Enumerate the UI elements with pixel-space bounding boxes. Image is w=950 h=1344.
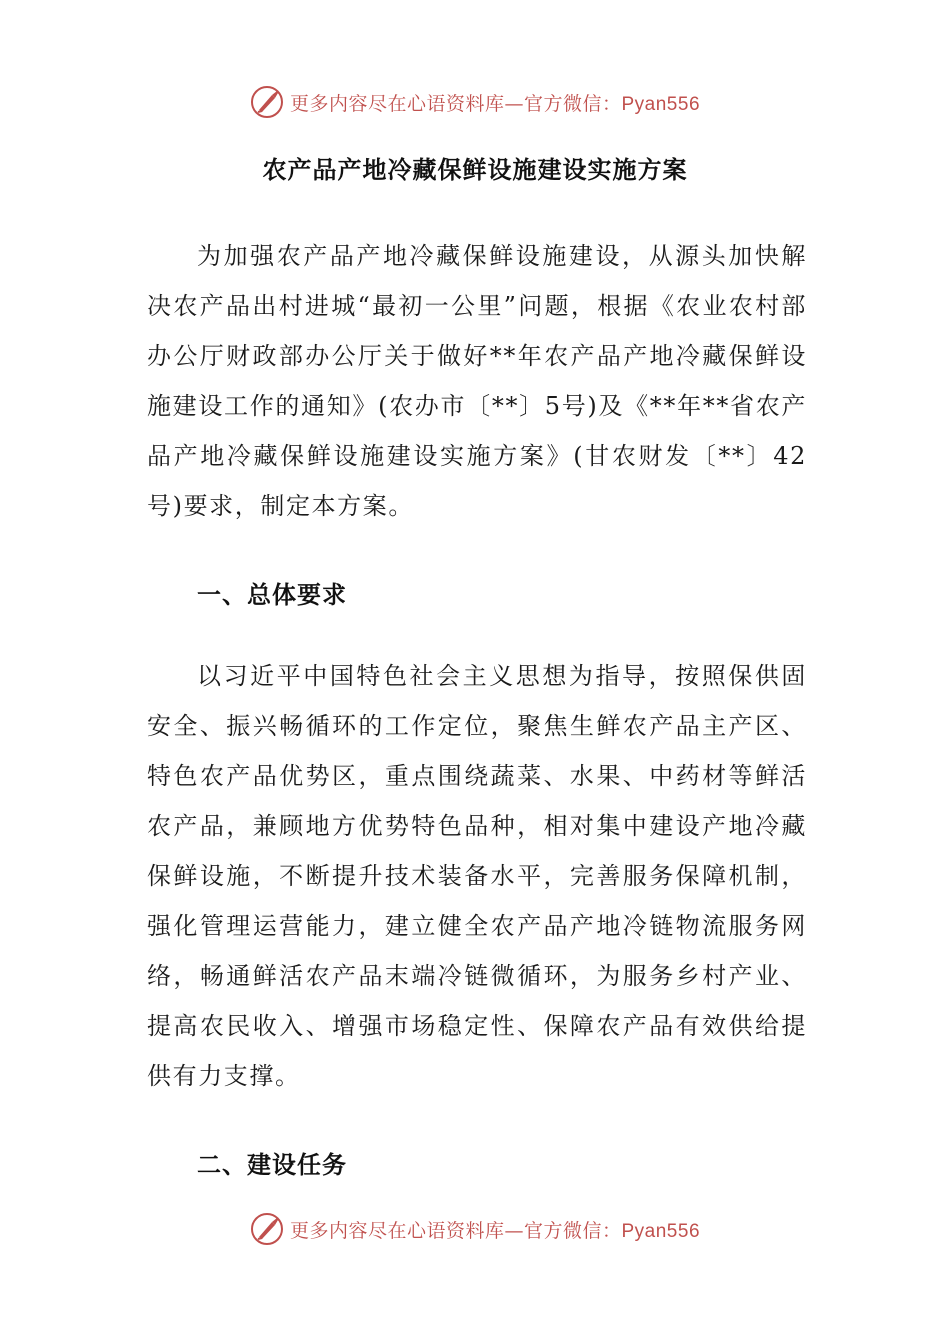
- watermark-wechat-id: Pyan556: [621, 1220, 701, 1242]
- watermark-wechat-id: Pyan556: [621, 93, 701, 115]
- section-heading-overall-requirements: 一、总体要求: [197, 580, 347, 609]
- watermark-text: 更多内容尽在心语资料库—官方微信：Pyan556: [289, 1219, 701, 1242]
- quill-pen-logo-icon: [250, 85, 284, 119]
- intro-paragraph: 为加强农产品产地冷藏保鲜设施建设，从源头加快解决农产品出村进城“最初一公里”问题，根据《农业农村部办公厅财政部办公厅关于做好**年农产品产地冷藏保鲜设施建设工作的通知》(农办市〔**〕5号)及《**年**省农产品产地冷藏保鲜设施建设实施方案》(甘农财发〔**〕42号)要求，制定本方案。: [147, 242, 807, 520]
- section-paragraph-overall-requirements: 以习近平中国特色社会主义思想为指导，按照保供固安全、振兴畅循环的工作定位，聚焦生鲜农产品主产区、特色农产品优势区，重点围绕蔬菜、水果、中药材等鲜活农产品，兼顾地方优势特色品种，相对集中建设产地冷藏保鲜设施，不断提升技术装备水平，完善服务保障机制，强化管理运营能力，建立健全农产品产地冷链物流服务网络，畅通鲜活农产品末端冷链微循环，为服务乡村产业、提高农民收入、增强市场稳定性、保障农产品有效供给提供有力支撑。: [147, 662, 807, 1090]
- watermark-banner-bottom: [0, 1207, 950, 1251]
- quill-pen-logo-icon: [250, 1212, 284, 1246]
- watermark-text: 更多内容尽在心语资料库—官方微信：Pyan556: [289, 92, 701, 115]
- watermark-banner-top: [0, 80, 950, 124]
- document-title: 农产品产地冷藏保鲜设施建设实施方案: [262, 155, 688, 184]
- section-heading-construction-tasks: 二、建设任务: [197, 1150, 347, 1179]
